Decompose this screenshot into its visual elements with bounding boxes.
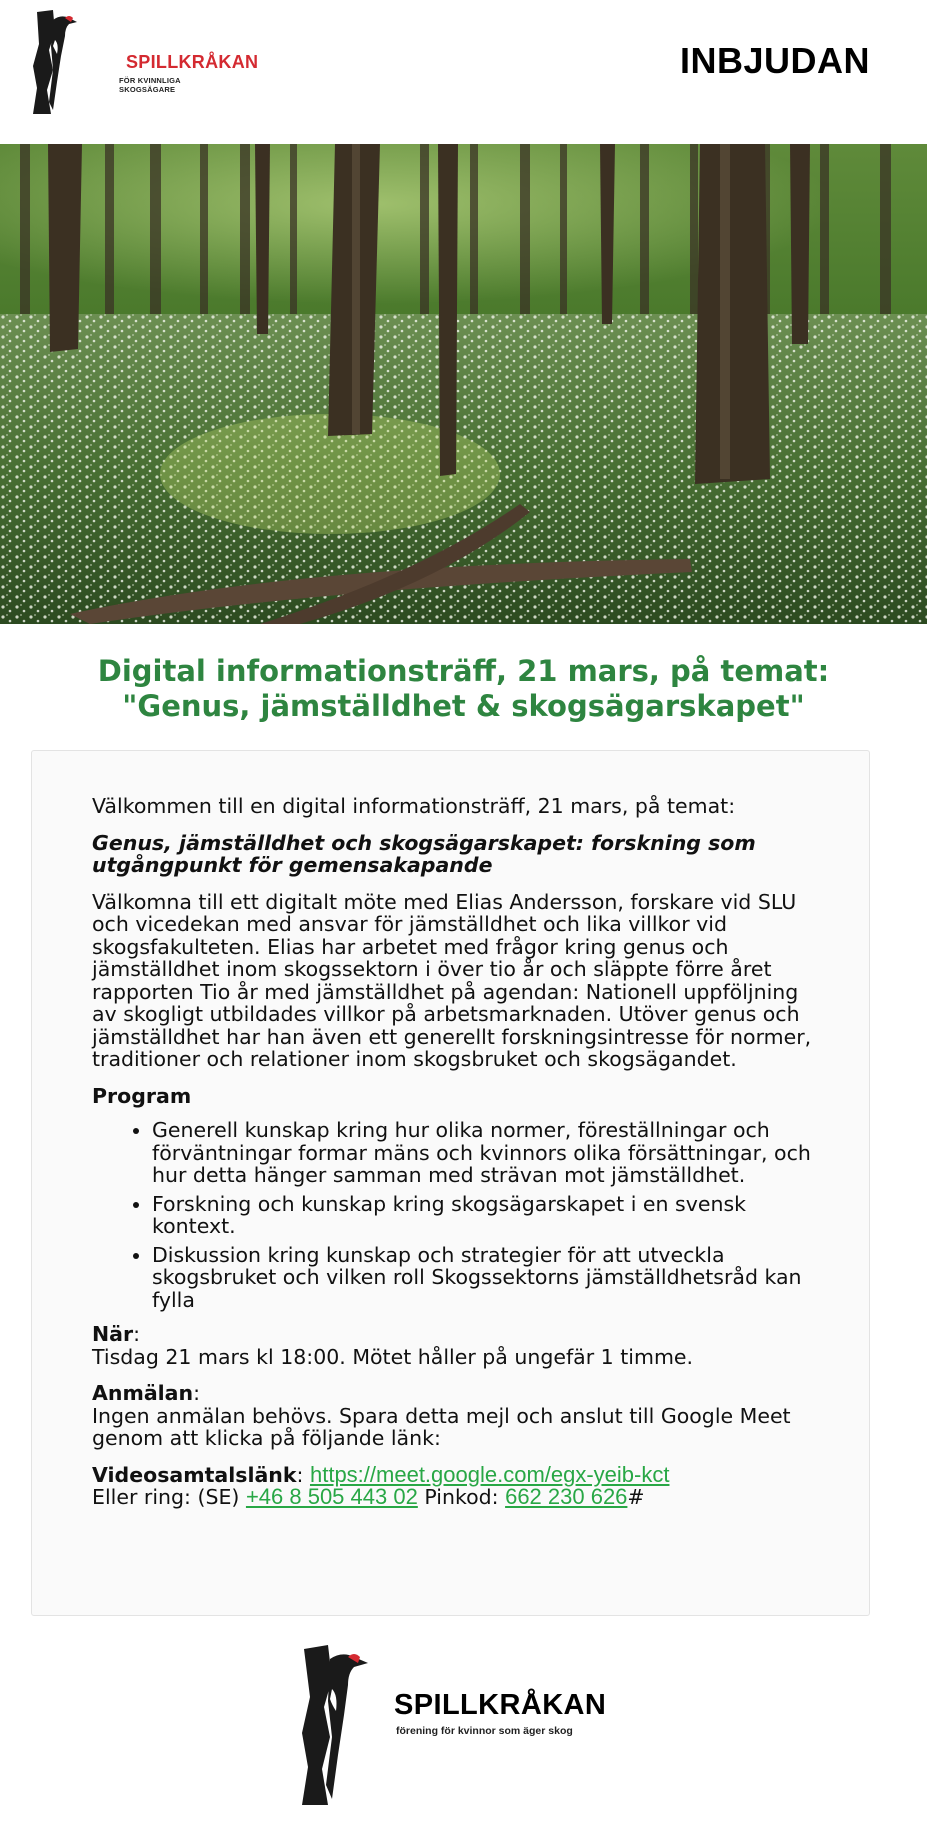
speaker-description: Välkomna till ett digitalt möte med Elias Andersson, forskare vid SLU och vicedekan med ansvar för jämställdhet och lika villkor vid skogsfakulteten. Elias har arbetet med frågor kring genus och jämställdhet inom skogssektorn i över tio år och släppte förre året rapporten Tio år med jämställdhet på agendan: Nationell uppföljning av skogligt utbildades villkor på arbetsmarknaden. Utöver genus och jämställdhet har han även ett generellt forskningsintresse för normer, traditioner och relationer inom skogsbruket och skogsägandet. bbox=[92, 889, 812, 1071]
event-headline bbox=[20, 654, 907, 724]
content-card bbox=[31, 750, 870, 1616]
topic-subtitle: Genus, jämställdhet och skogsägarskapet: forskning som utgångpunkt för gemensakapande bbox=[92, 830, 756, 877]
program-item: • Generell kunskap kring hur olika normer, föreställningar och förväntningar formar mäns och kvinnors olika försättningar, och hur detta hänger samman med strävan mot jämställdhet. bbox=[152, 1119, 812, 1187]
woodpecker-icon bbox=[31, 10, 111, 114]
email-header bbox=[0, 0, 927, 144]
signup-section: Anmälan: Ingen anmälan behövs. Spara detta mejl och anslut till Google Meet genom att klicka på följande länk: bbox=[92, 1381, 791, 1450]
signup-label: Anmälan bbox=[92, 1381, 194, 1405]
content-body bbox=[92, 795, 812, 1509]
spillkrakan-logo bbox=[31, 10, 259, 114]
program-item: • Diskussion kring kunskap och strategier för att utveckla skogsbruket och vilken roll Skogssektorns jämställdhetsråd kan fylla bbox=[152, 1244, 812, 1312]
when-section: När: Tisdag 21 mars kl 18:00. Mötet håller på ungefär 1 timme. bbox=[92, 1322, 694, 1369]
program-heading: Program bbox=[92, 1083, 192, 1108]
phone-prefix: Eller ring: (SE) bbox=[92, 1485, 246, 1509]
program-list bbox=[92, 1119, 812, 1311]
signup-text: Ingen anmälan behövs. Spara detta mejl och anslut till Google Meet genom att klicka på följande länk: bbox=[92, 1403, 791, 1450]
when-label: När bbox=[92, 1322, 134, 1346]
header-title: INBJUDAN bbox=[679, 40, 870, 81]
when-text: Tisdag 21 mars kl 18:00. Mötet håller på ungefär 1 timme. bbox=[92, 1344, 694, 1369]
pin-label: Pinkod: bbox=[417, 1485, 506, 1509]
pin-link[interactable]: 662 230 626 bbox=[505, 1484, 628, 1509]
phone-link[interactable]: +46 8 505 443 02 bbox=[245, 1484, 418, 1509]
video-section: Videosamtalslänk: https://meet.google.com/egx-yeib-kct Eller ring: (SE) +46 8 505 443 02 Pinkod: 662 230 626# bbox=[92, 1461, 670, 1509]
woodpecker-icon bbox=[298, 1645, 398, 1805]
video-label: Videosamtalslänk bbox=[92, 1462, 297, 1487]
headline-line-1: Digital informationsträff, 21 mars, på temat: bbox=[97, 654, 830, 688]
program-item: • Forskning och kunskap kring skogsägarskapet i en svensk kontext. bbox=[152, 1193, 812, 1238]
footer-logo bbox=[298, 1645, 628, 1805]
logo-name: SPILLKRÅKAN bbox=[126, 52, 259, 72]
pin-suffix: # bbox=[627, 1485, 645, 1509]
intro-text: Välkommen till en digital informationsträff, 21 mars, på temat: bbox=[92, 794, 736, 818]
meet-link[interactable]: https://meet.google.com/egx-yeib-kct bbox=[309, 1461, 670, 1487]
forest-hero-image bbox=[0, 144, 927, 624]
footer-logo-tagline: förening för kvinnor som äger skog bbox=[396, 1725, 573, 1737]
footer-logo-name: SPILLKRÅKAN bbox=[394, 1689, 607, 1721]
logo-tagline: FÖR KVINNLIGA SKOGSÄGARE bbox=[119, 76, 181, 94]
headline-line-2: "Genus, jämställdhet & skogsägarskapet" bbox=[122, 689, 805, 723]
